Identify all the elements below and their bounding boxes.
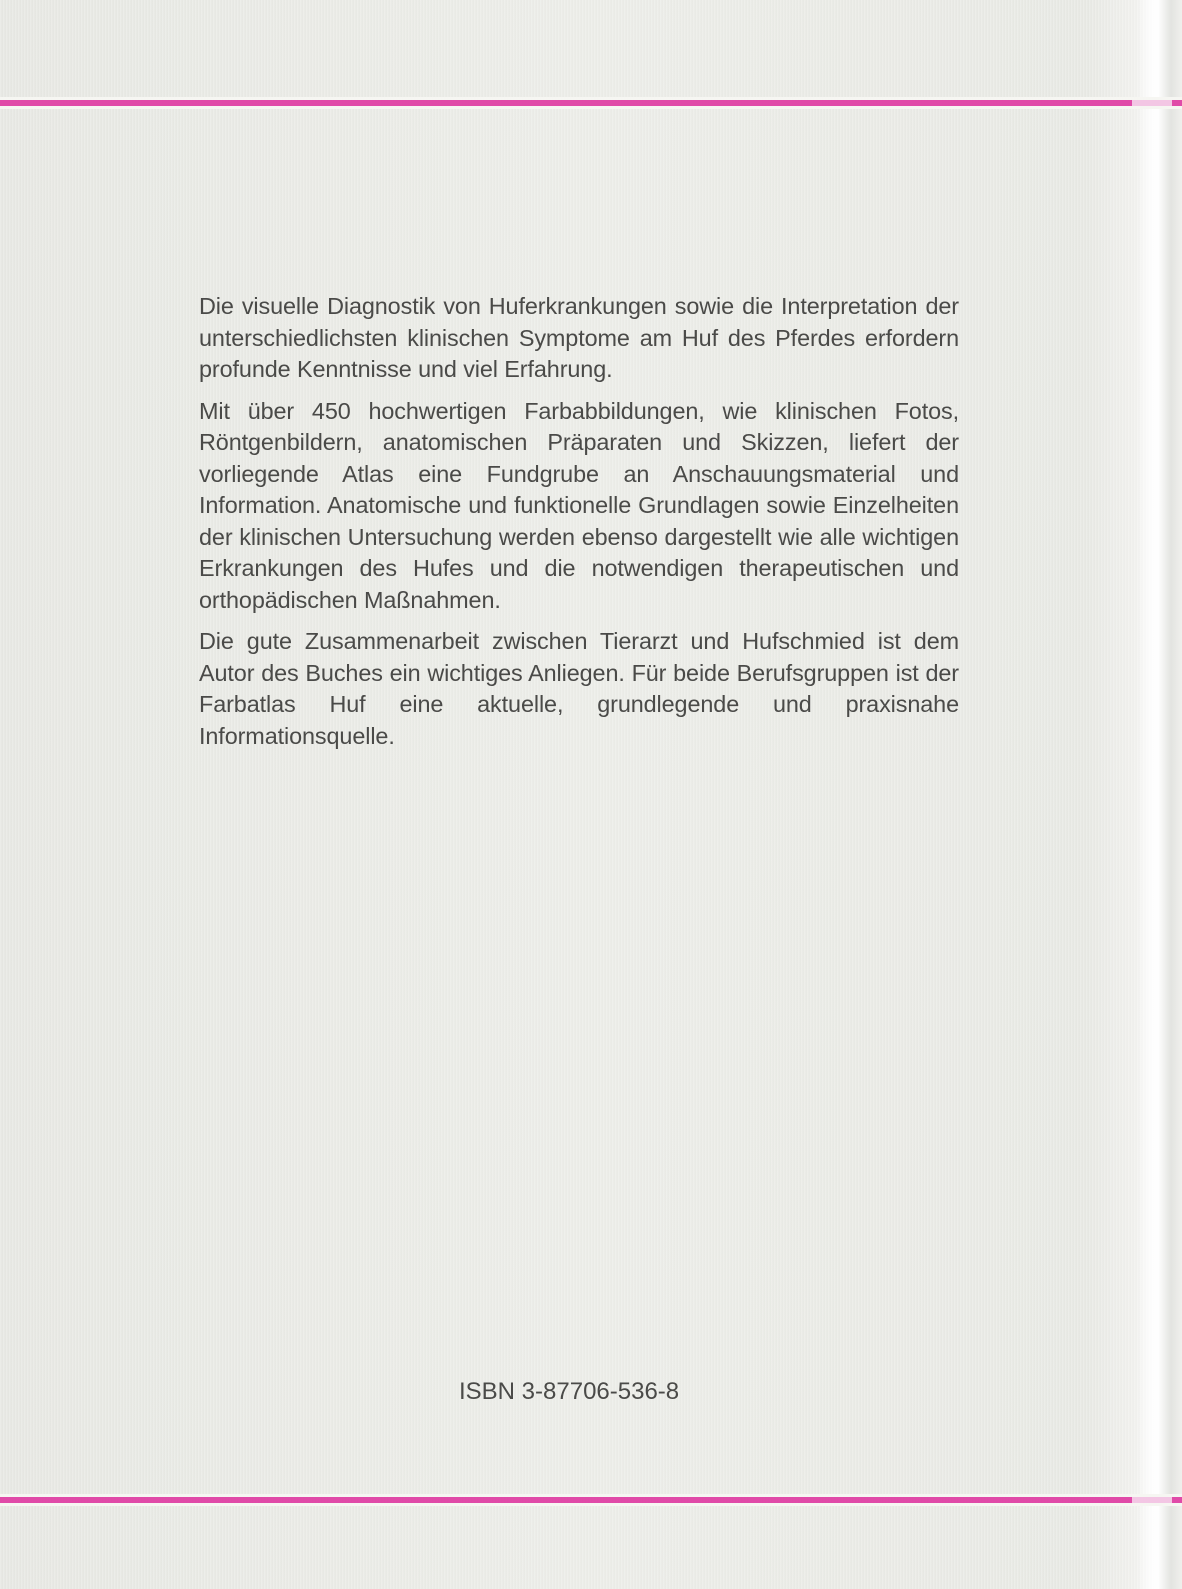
spine-edge	[1138, 0, 1182, 1589]
bottom-pink-stripe	[0, 1494, 1182, 1506]
blurb-paragraph-3: Die gute Zusammenarbeit zwischen Tierarzt und Hufschmied ist dem Autor des Buches ein wichtiges Anliegen. Für beide Berufsgruppen ist der Farbatlas Huf eine aktuelle, grundlegende und praxisnahe Informationsquelle.	[199, 628, 959, 749]
top-pink-stripe	[0, 97, 1182, 109]
blurb-paragraph-1: Die visuelle Diagnostik von Huferkrankungen sowie die Interpretation der unterschiedlichsten klinischen Symptome am Huf des Pferdes erfordern profunde Kenntnisse und viel Erfahrung.	[199, 293, 959, 382]
blurb-text	[199, 291, 959, 762]
isbn-number: ISBN 3-87706-536-8	[459, 1378, 680, 1405]
blurb-paragraph-2: Mit über 450 hochwertigen Farbabbildungen, wie klinischen Fotos, Röntgenbildern, anatomischen Präparaten und Skizzen, liefert der vorliegende Atlas eine Fundgrube an Anschauungsmaterial und Information. Anatomische und funktionelle Grundlagen sowie Einzelheiten der klinischen Untersuchung werden ebenso dargestellt wie alle wichtigen Erkrankungen des Hufes und die notwendigen therapeutischen und orthopädischen Maßnahmen.	[199, 397, 959, 613]
